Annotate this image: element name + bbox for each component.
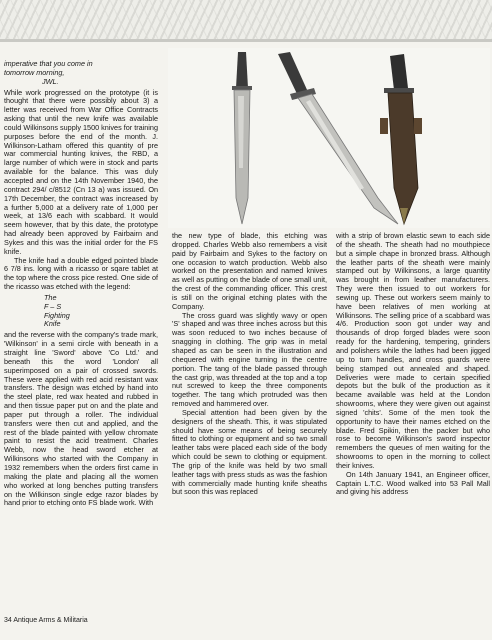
legend-line: Knife — [44, 319, 61, 329]
decorative-header-border — [0, 0, 492, 42]
quote-block — [4, 60, 158, 87]
text-column-3 — [336, 232, 490, 497]
text-column-1 — [4, 60, 158, 508]
paragraph: The knife had a double edged pointed blade 6 7/8 ins. long with a ricasso or sqare tablet at the top where the cross pice rested. One side of the ricasso was etched with the legend: — [4, 255, 158, 292]
fighting-knives-illustration — [168, 48, 490, 228]
knife-left — [232, 52, 252, 224]
paragraph: the new type of blade, this etching was dropped. Charles Webb also remembers a visit paid by Fairbairn and Sykes to the factory on one occasion to watch production. Webb also worked on the presentation and named knives as well as putting on the blade of one small unit, the crest of the commanding officer. This crest is still on the original etching plates with the Company. — [172, 231, 327, 311]
text-column-2 — [172, 232, 327, 497]
page-footer: 34 Antique Arms & Militaria — [4, 617, 88, 624]
paragraph: On 14th January 1941, an Engineer officer, Captain L.T.C. Wood walked into 53 Pall Mall and giving his address — [336, 469, 490, 497]
knife-diagonal — [278, 52, 398, 224]
paragraph: The cross guard was slightly wavy or open 'S' shaped and was three inches across but this was soon reduced to two inches because of snagging in clothing. The grip was in metal shaped as can be seen in the illustration and chequered with engine turning in the centre portion. The tang of the blade passed through the cast grip, was threaded at the top and a top nut screwed to keep the three components together. The tang which protruded was then removed and hammered over. — [172, 310, 327, 409]
paragraph: Special attention had been given by the designers of the sheath. This, it was stipulated should have some means of being securely fitted to clothing or equipment and so two small leather tabs were placed each side of the body which could be sewn to clothing or equipment. The grip of the knife was held by two small leather tags with press studs as was the fashion with commercially made hunting knife sheaths but soon this was replaced — [172, 407, 327, 497]
etched-legend — [44, 294, 158, 329]
knives-photo — [168, 48, 490, 228]
quote-line: tomorrow morning, — [4, 67, 65, 77]
quote-signature: JWL. — [42, 76, 59, 86]
article-page — [0, 42, 492, 640]
legend-line: Fighting — [44, 310, 70, 320]
quote-line: imperative that you come in — [4, 59, 93, 68]
paragraph: with a strip of brown elastic sewn to each side of the sheath. The sheath had no mouthpiece but a simple chape in bronzed brass. Although the leather parts of the sheath were mainly stamped out by Wilkinsons, a large quantity was brought in from leather manufacturers. They were then issued to out workers for sewing up. These out workers seem mainly to have been relatives of men working at Wilkinsons. The selling price of a scabbard was 4/6. Production soon got under way and thousands of drop forged blades were soon ready for the hardening, tempering, grinders and polishers while the lathes had been jigged up to turn handles, and cross guards were being stamped out annealed and shaped. Deliveries were made to certain specified depots but the bulk of the production as it became available was held at the London showrooms, where they were given out against signed 'chits'. Some of the men took the opportunity to have their names etched on the blade. Fred Spikin, then the packer but who rose to become Wilkinson's sword inspector remembers the queues of men waiting for the showrooms to open in the morning to collect their knives. — [336, 231, 490, 470]
legend-line: The — [44, 292, 57, 302]
knife-right-sheathed — [380, 54, 422, 224]
paragraph: and the reverse with the company's trade mark, 'Wilkinson' in a semi circle with beneath in a straight line 'Sword' above 'Co Ltd.' and beneath this the word 'London' all superimposed on a pair of crossed swords. These were applied with red acid resistant wax transfers. The design was etched by hand into the steel plate, red wax heated and rubbed in and then tissue paper put on and the plate and paper put through a roller. The individual transfers were then cut and applied, and the rest of the blade painted with yellow chromate paint to resist the acid treatment. Charles Webb, now the head sword etcher at Wilkinsons who started with the Company in 1932 remembers when the orders first came in making the plate and placing all the women who worked at long benches putting transfers on the Wilkinson single edge razor blades by hand prior to etching onto FS blade work. With — [4, 330, 158, 508]
paragraph: While work progressed on the prototype (it is thought that there were possibly about 3) a letter was received from War Office Contracts asking that until the new knife was available could Wilkinsons supply 1500 knives for training purposes before the end of the month. J. Wilkinson-Latham offered this quantity of pre war commercial hunting knives, the RBD, a large number of which were in stock and parts available for the balance. This was duly accepted and on the 14th November 1940, the contract 294/ c/8512 (Cn 13 a) was issued. On 17th December, the contract was increased by a further 5,000 at a delivery rate of 1,000 per week, at 13/6 each with scabbard. It would seem however, that by this date, the prototype had already been approved by Fairbairn and Sykes and this was the initial order for the FS knife. — [4, 87, 158, 256]
legend-line: F – S — [44, 301, 62, 311]
